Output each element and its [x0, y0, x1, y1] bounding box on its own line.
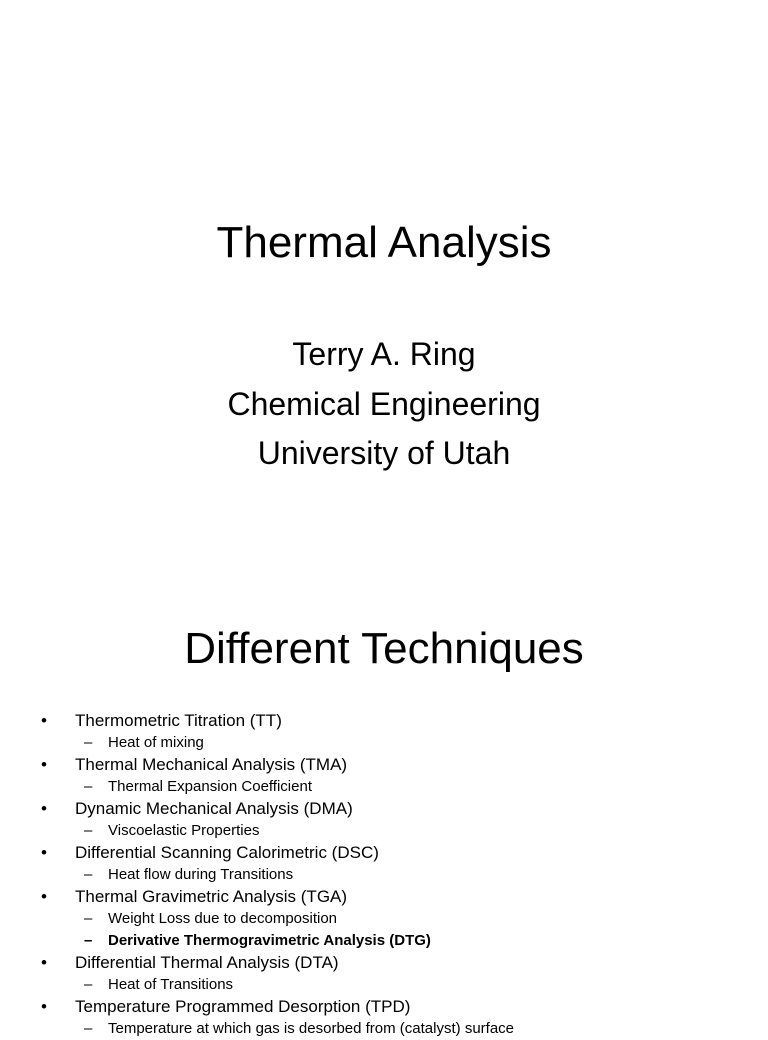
bullet-text: Thermal Expansion Coefficient [108, 778, 312, 795]
bullet-text: Thermometric Titration (TT) [75, 711, 282, 730]
bullet-marker: • [41, 799, 47, 818]
sub-bullet-item [0, 864, 768, 886]
sub-bullet-item [0, 930, 768, 952]
dash-marker: – [84, 822, 93, 839]
bullet-item [0, 842, 768, 864]
dash-marker: – [84, 734, 93, 751]
bullet-text: Heat of mixing [108, 734, 204, 751]
bullet-text: Differential Scanning Calorimetric (DSC) [75, 843, 379, 862]
dash-marker: – [84, 976, 93, 993]
bullet-item [0, 886, 768, 908]
bullet-item [0, 798, 768, 820]
slide-title: Different Techniques [184, 624, 584, 673]
sub-bullet-item [0, 908, 768, 930]
bullet-text: Heat flow during Transitions [108, 866, 294, 883]
bullet-text: Thermal Gravimetric Analysis (TGA) [75, 887, 348, 906]
sub-bullet-item [0, 732, 768, 754]
dash-marker: – [84, 932, 93, 949]
sub-bullet-item [0, 1018, 768, 1040]
bullet-text: Heat of Transitions [108, 976, 234, 993]
dash-marker: – [84, 910, 93, 927]
bullet-marker: • [41, 843, 47, 862]
author-institution: University of Utah [257, 435, 511, 471]
bullet-marker: • [41, 755, 47, 774]
bullet-item [0, 710, 768, 732]
dash-marker: – [84, 778, 93, 795]
bullet-marker: • [41, 997, 47, 1016]
bullet-item [0, 952, 768, 974]
bullet-text: Thermal Mechanical Analysis (TMA) [75, 755, 348, 774]
bullet-list [0, 710, 768, 1040]
bullet-text: Differential Thermal Analysis (DTA) [75, 953, 339, 972]
dash-marker: – [84, 866, 93, 883]
techniques-slide [0, 576, 768, 1037]
sub-bullet-item [0, 820, 768, 842]
bullet-text: Temperature at which gas is desorbed from (catalyst) surface [108, 1020, 515, 1037]
slide-subtitle [0, 330, 768, 479]
sub-bullet-item [0, 974, 768, 996]
bullet-marker: • [41, 953, 47, 972]
dash-marker: – [84, 1020, 93, 1037]
author-department: Chemical Engineering [227, 385, 541, 422]
slide-title: Thermal Analysis [216, 218, 552, 267]
bullet-text: Viscoelastic Properties [108, 822, 260, 839]
bullet-item [0, 996, 768, 1018]
author-name: Terry A. Ring [292, 336, 476, 372]
sub-bullet-item [0, 776, 768, 798]
bullet-text: Temperature Programmed Desorption (TPD) [75, 997, 411, 1016]
bullet-text: Derivative Thermogravimetric Analysis (DTG) [108, 932, 431, 949]
bullet-text: Weight Loss due to decomposition [108, 910, 338, 927]
bullet-text: Dynamic Mechanical Analysis (DMA) [75, 799, 353, 818]
bullet-marker: • [41, 711, 47, 730]
bullet-item [0, 754, 768, 776]
bullet-marker: • [41, 887, 47, 906]
